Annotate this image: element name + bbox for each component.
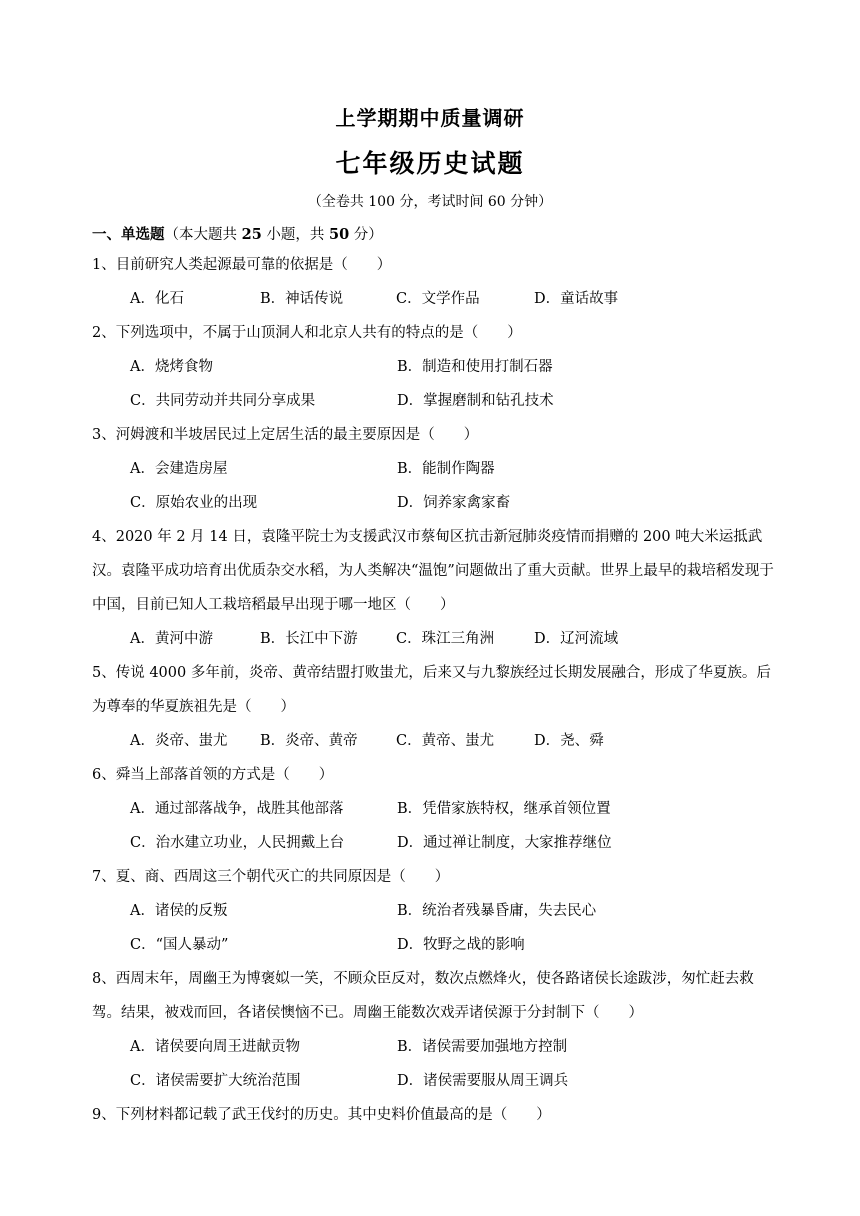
options-row	[92, 622, 782, 656]
question-3	[92, 418, 782, 520]
option-a: A．会建造房屋	[130, 461, 228, 477]
section-title: 一、单选题	[92, 226, 165, 243]
option-b: B．炎帝、黄帝	[260, 733, 358, 749]
question-stem: 5、传说 4000 多年前，炎帝、黄帝结盟打败蚩尤，后来又与九黎族经过长期发展融合，形成了华夏族。后为尊奉的华夏族祖先是（ ）	[92, 665, 771, 715]
option-c: C．“国人暴动”	[130, 937, 229, 953]
question-6	[92, 758, 782, 860]
option-b: B．神话传说	[260, 291, 344, 307]
option-c: C．诸侯需要扩大统治范围	[130, 1073, 301, 1089]
option-d: D．饲养家禽家畜	[397, 495, 511, 511]
option-d: D．掌握磨制和钻孔技术	[397, 393, 554, 409]
question-stem: 9、下列材料都记载了武王伐纣的历史。其中史料价值最高的是（ ）	[92, 1107, 551, 1123]
option-b: B．长江中下游	[260, 631, 358, 647]
section-desc-a: （本大题共	[164, 227, 242, 243]
option-d: D．牧野之战的影响	[397, 937, 525, 953]
question-stem: 1、目前研究人类起源最可靠的依据是（ ）	[92, 257, 392, 273]
exam-subtitle: 七年级历史试题	[335, 149, 525, 178]
option-d: D．尧、舜	[534, 733, 604, 749]
exam-title: 上学期期中质量调研	[335, 106, 525, 130]
option-c: C．治水建立功业，人民拥戴上台	[130, 835, 345, 851]
option-a: A．黄河中游	[130, 631, 213, 647]
section-score: 50	[329, 226, 350, 243]
section-heading	[92, 222, 782, 248]
options-row	[92, 282, 782, 316]
question-stem: 3、河姆渡和半坡居民过上定居生活的最主要原因是（ ）	[92, 427, 479, 443]
option-b: B．统治者残暴昏庸，失去民心	[397, 903, 597, 919]
option-d: D．通过禅让制度，大家推荐继位	[397, 835, 612, 851]
option-c: C．文学作品	[396, 291, 480, 307]
options-row	[92, 826, 782, 860]
exam-note: （全卷共 100 分，考试时间 60 分钟）	[307, 194, 553, 210]
question-stem: 4、2020 年 2 月 14 日，袁隆平院士为支援武汉市蔡甸区抗击新冠肺炎疫情而捐赠的 200 吨大米运抵武汉。袁隆平成功培育出优质杂交水稻，为人类解决“温饱”问题做出了重大贡献。世界上最早的栽培稻发现于中国，目前已知人工栽培稻最早出现于哪一地区（ ）	[92, 529, 774, 613]
option-a: A．化石	[130, 291, 184, 307]
option-a: A．诸侯的反叛	[130, 903, 228, 919]
options-row	[92, 384, 782, 418]
option-b: B．制造和使用打制石器	[397, 359, 553, 375]
question-2	[92, 316, 782, 418]
option-c: C．黄帝、蚩尤	[396, 733, 495, 749]
options-row	[92, 1064, 782, 1098]
question-stem: 6、舜当上部落首领的方式是（ ）	[92, 767, 334, 783]
section-desc-c: 分）	[349, 227, 383, 243]
options-row	[92, 724, 782, 758]
option-a: A．烧烤食物	[130, 359, 213, 375]
question-4	[92, 520, 782, 656]
options-row	[92, 1030, 782, 1064]
options-row	[92, 894, 782, 928]
options-row	[92, 452, 782, 486]
options-row	[92, 928, 782, 962]
option-d: D．诸侯需要服从周王调兵	[397, 1073, 569, 1089]
options-row	[92, 350, 782, 384]
question-stem: 8、西周末年，周幽王为博褒姒一笑，不顾众臣反对，数次点燃烽火，使各路诸侯长途跋涉，匆忙赶去救驾。结果，被戏而回，各诸侯懊恼不已。周幽王能数次戏弄诸侯源于分封制下（ ）	[92, 971, 754, 1021]
option-a: A．炎帝、蚩尤	[130, 733, 228, 749]
option-c: C．共同劳动并共同分享成果	[130, 393, 316, 409]
question-5	[92, 656, 782, 758]
question-9	[92, 1098, 782, 1132]
option-c: C．原始农业的出现	[130, 495, 258, 511]
question-stem: 2、下列选项中，不属于山顶洞人和北京人共有的特点的是（ ）	[92, 325, 522, 341]
option-b: B．能制作陶器	[397, 461, 495, 477]
question-8	[92, 962, 782, 1098]
option-a: A．诸侯要向周王进献贡物	[130, 1039, 300, 1055]
option-d: D．童话故事	[534, 291, 619, 307]
options-row	[92, 486, 782, 520]
question-7	[92, 860, 782, 962]
question-list	[92, 222, 782, 1132]
question-stem: 7、夏、商、西周这三个朝代灭亡的共同原因是（ ）	[92, 869, 450, 885]
option-d: D．辽河流域	[534, 631, 619, 647]
option-a: A．通过部落战争，战胜其他部落	[130, 801, 344, 817]
section-desc-b: 小题，共	[261, 227, 330, 243]
option-b: B．诸侯需要加强地方控制	[397, 1039, 568, 1055]
section-count: 25	[241, 226, 262, 243]
option-b: B．凭借家族特权，继承首领位置	[397, 801, 611, 817]
option-c: C．珠江三角洲	[396, 631, 495, 647]
options-row	[92, 792, 782, 826]
question-1	[92, 248, 782, 316]
